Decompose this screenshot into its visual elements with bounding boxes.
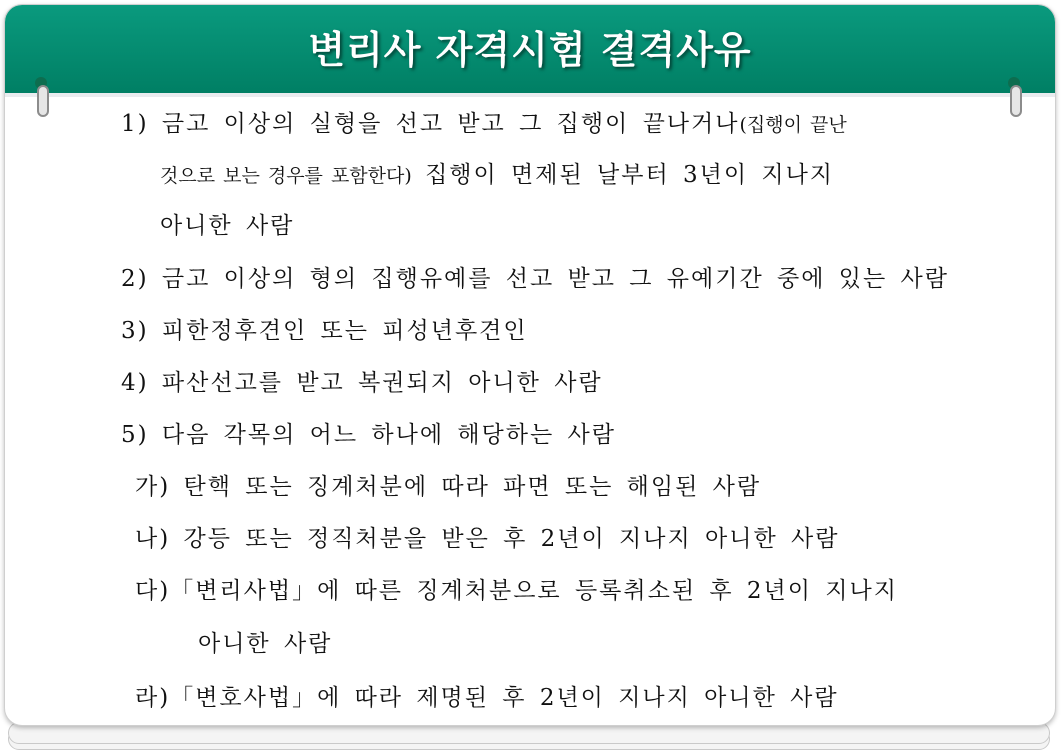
binder-ring-icon	[35, 77, 47, 117]
sub-item-da-line-2: 아니한 사람	[198, 631, 333, 657]
item-2: 2) 금고 이상의 형의 집행유예를 선고 받고 그 유예기간 중에 있는 사람	[121, 266, 949, 292]
sub-item-ga: 가) 탄핵 또는 징계처분에 따라 파면 또는 해임된 사람	[135, 474, 762, 500]
item-3: 3) 피한정후견인 또는 피성년후견인	[121, 318, 528, 344]
item-1-line-3: 아니한 사람	[160, 213, 295, 239]
sub-item-ra: 라)「변호사법」에 따라 제명된 후 2년이 지나지 아니한 사람	[135, 685, 839, 711]
sub-item-na: 나) 강등 또는 정직처분을 받은 후 2년이 지나지 아니한 사람	[135, 526, 840, 552]
sub-item-da-line-1: 다)「변리사법」에 따른 징계처분으로 등록취소된 후 2년이 지나지	[135, 578, 898, 604]
page-title: 변리사 자격시험 결격사유	[308, 28, 752, 72]
item-1-line-2: 것으로 보는 경우를 포함한다) 집행이 면제된 날부터 3년이 지나지	[160, 162, 835, 188]
title-banner	[5, 5, 1055, 97]
document-card	[4, 4, 1056, 726]
item-4: 4) 파산선고를 받고 복권되지 아니한 사람	[121, 370, 603, 396]
binder-ring-icon	[1008, 77, 1020, 117]
item-5: 5) 다음 각목의 어느 하나에 해당하는 사람	[121, 422, 616, 448]
item-1-line-1: 1) 금고 이상의 실형을 선고 받고 그 집행이 끝나거나(집행이 끝난	[121, 111, 847, 137]
